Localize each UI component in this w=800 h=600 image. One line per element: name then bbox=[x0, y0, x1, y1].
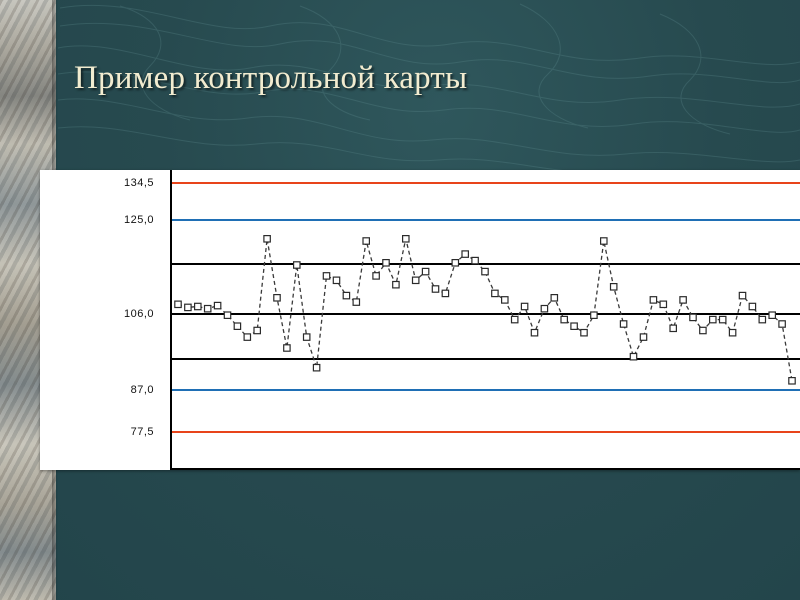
y-tick-label-87: 87,0 bbox=[130, 384, 154, 396]
y-tick-label-106: 106,0 bbox=[123, 308, 154, 320]
plot-area bbox=[40, 170, 800, 470]
y-tick-label-125: 125,0 bbox=[123, 214, 154, 226]
control-chart-panel bbox=[40, 170, 800, 470]
y-tick-label-77: 77,5 bbox=[130, 426, 154, 438]
page-title: Пример контрольной карты bbox=[74, 60, 468, 97]
y-tick-label-134: 134,5 bbox=[123, 177, 154, 189]
data-series bbox=[40, 170, 800, 470]
